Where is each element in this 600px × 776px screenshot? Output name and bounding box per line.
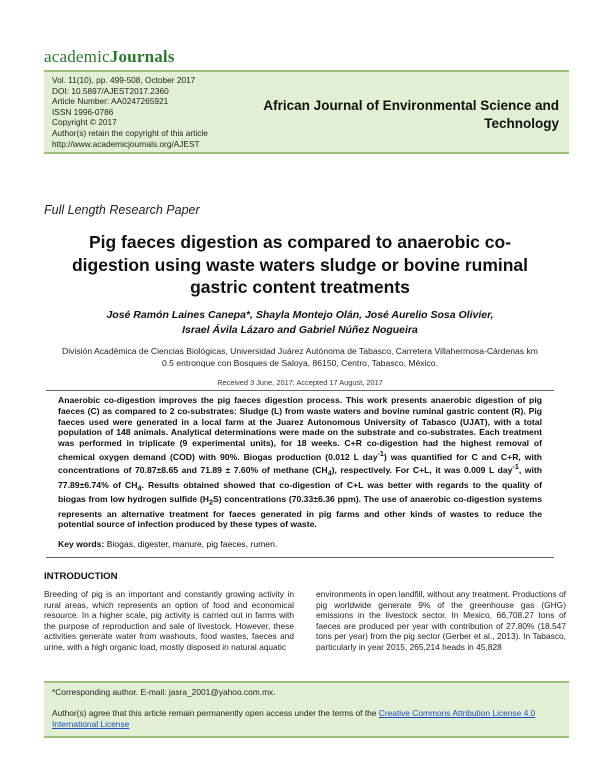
introduction-heading: INTRODUCTION <box>44 571 118 582</box>
license-link[interactable]: Creative Commons Attribution License 4.0 International License <box>52 708 536 729</box>
abstract-text: Anaerobic co-digestion improves the pig faeces digestion process. This work presents anaerobic digestion of pig faeces (C) as compared to 2 co-substrates: Sludge (L) from waste waters and bovine ruminal gastric content (R). Pig faeces used were generated in a local farm at the Juarez Autonomous University of Tabasco (UJAT), with a total population of 148 animals. Analytical determinations were made on the substrate and co-substrates. Each treatment was performed in triplicate (9 experimental units), for 18 weeks. C+R co-digestion had the highest removal of chemical oxygen demand (COD) with 90%. Biogas production (0.012 L day$^{-1}$) was quantified for C and C+R, with concentrations of 70.87±8.65 and 71.89 ± 7.60% of methane $(CH_4)$, respectively. For C+L, it was 0.009 L day$^{-1}$, with 77.89±6.74% of $CH_4$. Results obtained showed that co-digestion of C+L was better with regards to the quality of biogas from low hydrogen sulfide $(H_2S)$ concentrations (70.33±6.36 ppm). The use of anaerobic co-digestion systems represents an alternative treatment for faeces generated in pig farms and other kinds of wastes to reduce the potential source of infection produced by these types of waste. <box>58 395 543 530</box>
intro-column-left: Breeding of pig is an important and constantly growing activity in rural areas, which represents an option of food and economical resource. In a higher scale, pig activity is carried out in farms with the purpose of reproduction and sale of livestock. However, these activities generate water from washouts, food wastes, faeces and urine, with a high organic load, mostly disposed in natural aquatic <box>44 589 294 652</box>
meta-doi[interactable]: DOI: 10.5897/AJEST2017.2360 <box>52 85 169 96</box>
journal-title-line1: African Journal of Environmental Science and <box>263 98 559 113</box>
footer-notes <box>44 681 569 738</box>
keywords <box>58 539 542 549</box>
keywords-list: Biogas, digester, manure, pig faeces, rumen. <box>104 539 278 549</box>
publisher-logo <box>44 47 175 67</box>
meta-rights: Author(s) retain the copyright of this article <box>52 127 208 138</box>
journal-header <box>44 70 569 154</box>
abstract-box <box>46 390 554 558</box>
paper-title: Pig faeces digestion as compared to anaerobic co-digestion using waste waters sludge or bovine ruminal gastric content treatments <box>71 232 529 297</box>
license-note <box>52 708 562 730</box>
authors-line1: José Ramón Laines Canepa*, Shayla Montejo Olán, José Aurelio Sosa Olivier, <box>106 309 494 321</box>
authors <box>70 308 530 337</box>
paper-type: Full Length Research Paper <box>44 203 200 217</box>
meta-volume: Vol. 11(10), pp. 499-508, October 2017 <box>52 75 196 85</box>
received-accepted-dates: Received 3 June, 2017; Accepted 17 August, 2017 <box>217 378 383 387</box>
meta-url[interactable]: http://www.academicjournals.org/AJEST <box>52 138 200 149</box>
journal-title-line2: Technology <box>484 116 559 131</box>
meta-issn: ISSN 1996-0786 <box>52 106 114 117</box>
logo-prefix: academic <box>44 47 110 66</box>
logo-suffix: Journals <box>109 47 175 66</box>
intro-column-right: environments in open landfill, without any treatment. Productions of pig worldwide generate 9% of the greenhouse gas (GHG) emissions in the livestock sector. In Mexico, 66,708.27 tons of faeces are produced per year with contribution of 27.80% (18.547 tons per year) from the pig sector (Gerber et al., 2013). In Tabasco, particularly in year 2015, 265,214 heads in 45,828 <box>316 589 566 652</box>
journal-title <box>259 97 559 133</box>
meta-copyright: Copyright © 2017 <box>52 117 117 128</box>
corresponding-author: *Corresponding author. E-mail: jasra_2001@yahoo.com.mx. <box>52 687 276 697</box>
meta-article-number: Article Number: AA0247265921 <box>52 96 169 107</box>
keywords-label: Key words: <box>58 539 105 549</box>
license-text: Author(s) agree that this article remain permanently open access under the terms of the <box>52 708 379 718</box>
affiliation: División Académica de Ciencias Biológicas, Universidad Juárez Autónoma de Tabasco, Carretera Villahermosa-Cárdenas km 0.5 entronque con Bosques de Saloya, 86150, Centro, Tabasco, México. <box>62 346 538 368</box>
authors-line2: Israel Ávila Lázaro and Gabriel Núñez Nogueira <box>182 323 418 336</box>
